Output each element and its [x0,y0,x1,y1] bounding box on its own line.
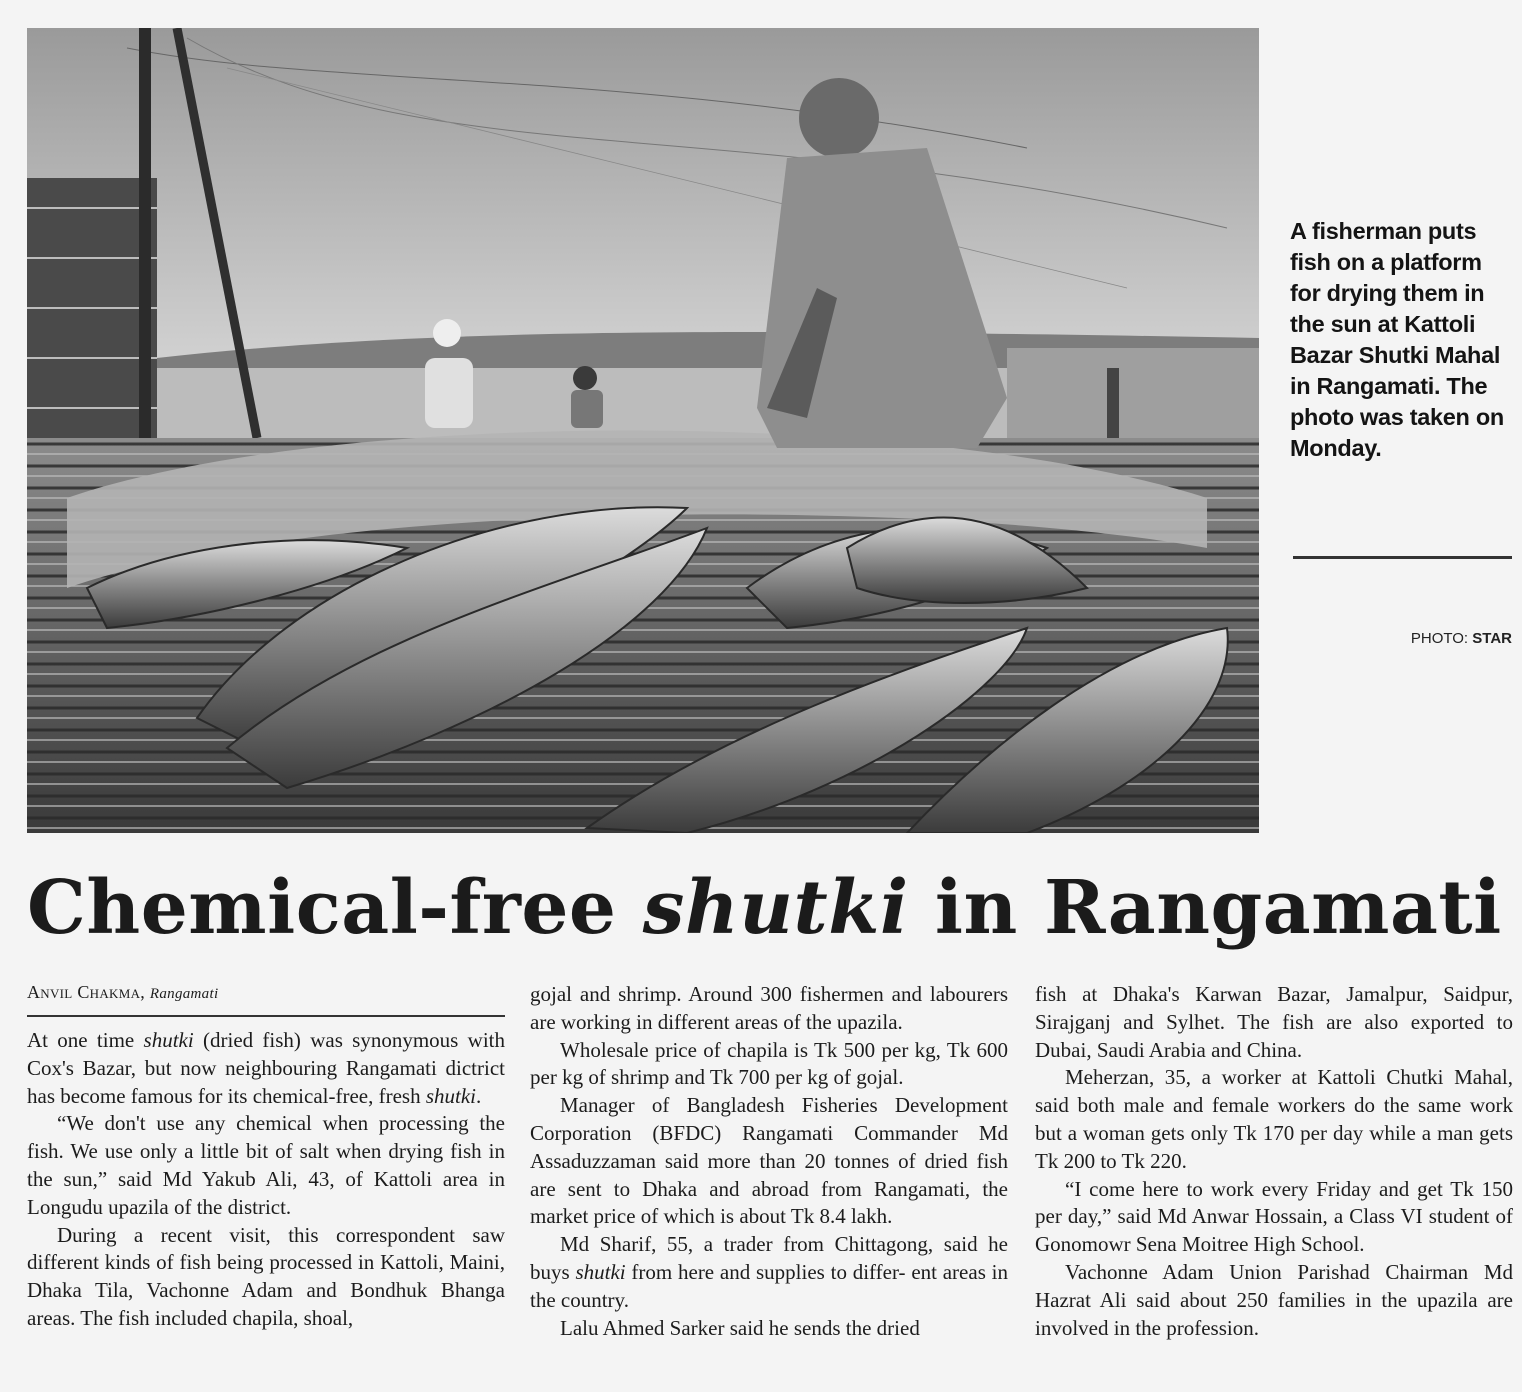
paragraph-1-text-2: (dried fish) was synonymous with Cox's Bazar, but now neighbouring Rangamati dictrict has become famous for its chemical-free, fresh [27,1028,505,1108]
headline-italic: shutki [642,865,909,951]
byline-location: Rangamati [149,986,219,1002]
paragraph-4: Wholesale price of chapila is Tk 500 per kg, Tk 600 per kg of shrimp and Tk 700 per kg of gojal. [530,1037,1008,1090]
fisherman-drying-fish-photo-icon [27,28,1259,833]
paragraph-7-cont: fish at Dhaka's Karwan Bazar, Jamalpur, Saidpur, Sirajganj and Sylhet. The fish are also exported to Dubai, Saudi Arabia and China. [1035,982,1513,1062]
byline [27,979,505,1007]
article-column-3 [1035,981,1513,1342]
paragraph-8: Meherzan, 35, a worker at Kattoli Chutki Mahal, said both male and female workers do the same work but a woman gets only Tk 170 per day while a man gets Tk 200 to Tk 220. [1035,1065,1513,1173]
article-column-2 [530,981,1008,1342]
paragraph-1-text: At one time [27,1028,144,1052]
byline-divider [27,1015,505,1017]
paragraph-5: Manager of Bangladesh Fisheries Development Corporation (BFDC) Rangamati Commander Md Assaduzzaman said more than 20 tonnes of dried fish are sent to Dhaka and abroad from Rangamati, the market price of which is about Tk 8.4 lakh. [530,1093,1008,1229]
paragraph-2: “We don't use any chemical when processing the fish. We use only a little bit of salt when drying fish in the sun,” said Md Yakub Ali, 43, of Kattoli area in Longudu upazila of the district. [27,1111,505,1219]
paragraph-9: “I come here to work every Friday and get Tk 150 per day,” said Md Anwar Hossain, a Class VI student of Gonomowr Sena Moitree High School. [1035,1176,1513,1257]
headline-part1: Chemical-free [27,865,643,951]
caption-divider [1293,556,1512,559]
paragraph-7: Lalu Ahmed Sarker said he sends the dried [560,1315,920,1340]
byline-author: Anvil Chakma, [27,982,146,1002]
paragraph-3-cont: gojal and shrimp. Around 300 fishermen and labourers are working in different areas of the upazila. [530,982,1008,1034]
paragraph-3: During a recent visit, this correspondent saw different kinds of fish being processed in Kattoli, Maini, Dhaka Tila, Vachonne Adam and Bondhuk Bhanga areas. The fish included chapila, shoal, [27,1222,505,1330]
paragraph-6-text: Md Sharif, 55, a trader from Chittagong, said he buys [530,1232,1008,1284]
paragraph-6-italic: shutki [575,1259,626,1284]
photo-credit-label: PHOTO: [1410,630,1473,647]
news-photo [27,28,1259,833]
paragraph-1-italic-2: shutki [425,1083,476,1108]
photo-credit-source: STAR [1472,630,1512,647]
paragraph-10: Vachonne Adam Union Parishad Chairman Md Hazrat Ali said about 250 families in the upazila are involved in the profession. [1035,1259,1513,1340]
headline-part3: in Rangamati [908,865,1502,951]
article-column-1 [27,979,505,1333]
paragraph-6 [530,1231,1008,1314]
photo-caption: A fisherman puts fish on a platform for drying them in the sun at Kattoli Bazar Shutki Mahal in Rangamati. The photo was taken on Monday. [1290,218,1504,461]
paragraph-1 [27,1027,505,1110]
paragraph-1-italic: shutki [143,1028,194,1052]
paragraph-1-text-3: . [476,1083,482,1108]
headline [27,852,1507,964]
paragraph-6-text-2: from here and supplies to differ- ent areas in the country. [530,1259,1008,1312]
photo-credit [1411,630,1512,647]
